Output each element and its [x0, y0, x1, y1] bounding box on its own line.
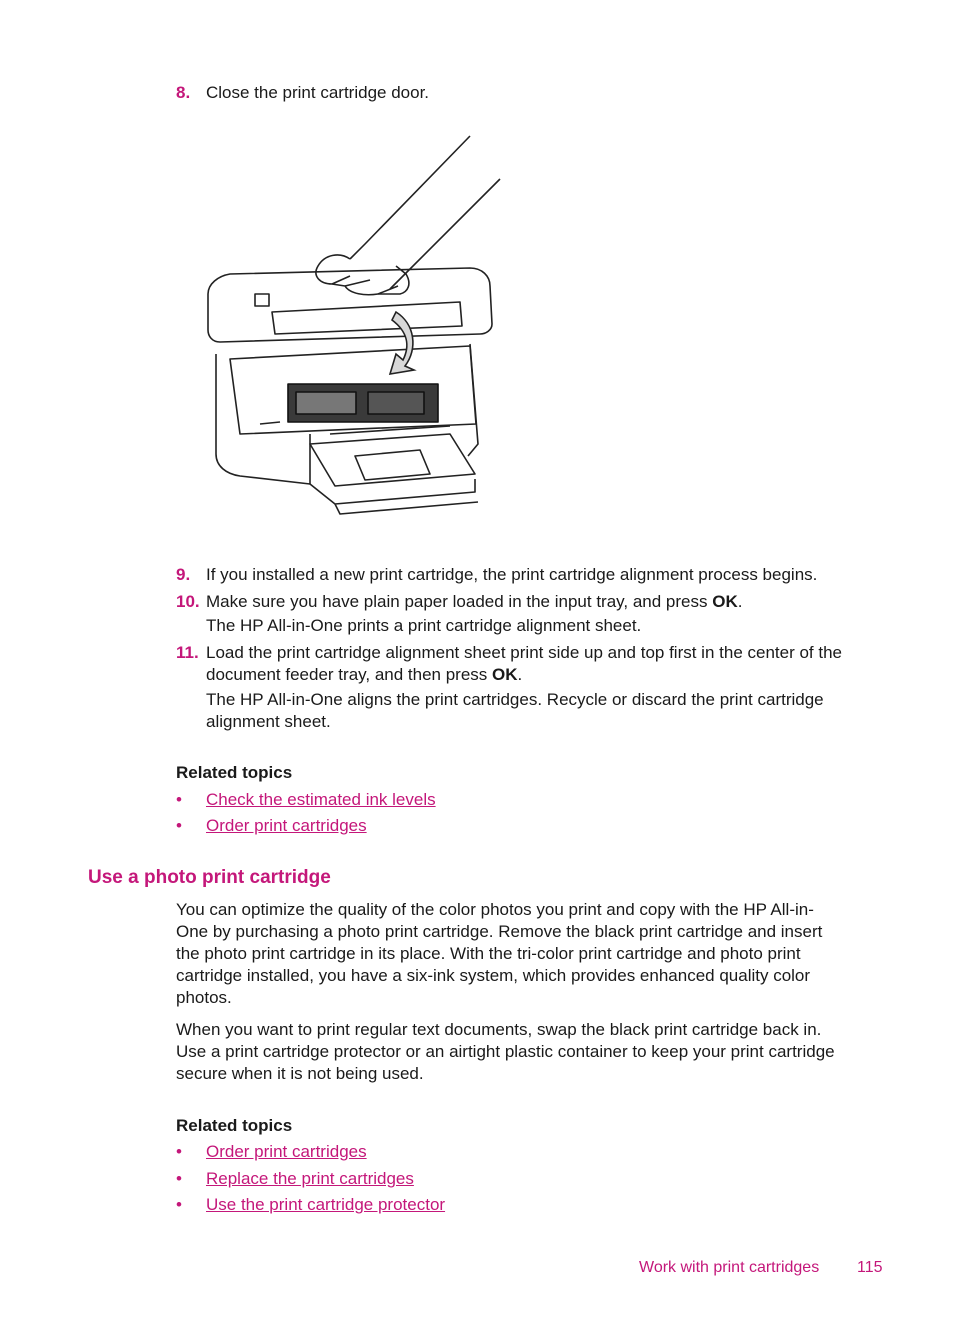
step-text-part: . — [737, 592, 743, 611]
link-order-cartridges[interactable]: Order print cartridges — [206, 1142, 367, 1161]
step-text-part: . — [517, 665, 523, 684]
ok-key: OK — [712, 592, 738, 611]
step-text: Close the print cartridge door. — [206, 83, 430, 102]
arm-outline — [350, 136, 500, 289]
step-subtext: alignment sheet. — [206, 712, 331, 731]
bullet: • — [176, 1169, 182, 1188]
related-topics-title: Related topics — [176, 1116, 293, 1135]
step-text — [206, 591, 896, 613]
section-heading: Use a photo print cartridge — [88, 867, 331, 888]
step-number: 10. — [176, 592, 200, 611]
step-text-part: document feeder tray, and then press — [206, 665, 493, 684]
paragraph-1 — [176, 899, 888, 1009]
step-text: If you installed a new print cartridge, the print cartridge alignment process begins. — [206, 565, 818, 584]
step-subtext: The HP All-in-One aligns the print cartridges. Recycle or discard the print cartridge — [206, 690, 824, 709]
paragraph-line: Use a print cartridge protector or an airtight plastic container to keep your print cartridge — [176, 1042, 835, 1061]
step-number: 11. — [176, 643, 199, 662]
step-number: 9. — [176, 565, 191, 584]
paragraph-line: photos. — [176, 988, 232, 1007]
related-topics-title: Related topics — [176, 763, 293, 782]
paragraph-line: You can optimize the quality of the color photos you print and copy with the HP All-in- — [176, 900, 814, 919]
paragraph-line: secure when it is not being used. — [176, 1064, 424, 1083]
link-order-cartridges[interactable]: Order print cartridges — [206, 816, 367, 835]
ok-key: OK — [492, 665, 518, 684]
printer-illustration — [200, 134, 510, 529]
link-check-ink-levels[interactable]: Check the estimated ink levels — [206, 790, 436, 809]
bullet: • — [176, 816, 182, 835]
bullet: • — [176, 790, 182, 809]
bullet: • — [176, 1195, 182, 1214]
step-text: Load the print cartridge alignment sheet print side up and top first in the center of the — [206, 643, 842, 662]
step-text-part: Make sure you have plain paper loaded in the input tray, and press — [206, 592, 713, 611]
step-subtext: The HP All-in-One prints a print cartridge alignment sheet. — [206, 616, 642, 635]
paragraph-line: the photo print cartridge in its place. With the tri-color print cartridge and photo print — [176, 944, 801, 963]
paragraph-line: One by purchasing a photo print cartridge. Remove the black print cartridge and insert — [176, 922, 823, 941]
footer-section-title: Work with print cartridges — [639, 1259, 820, 1276]
bullet: • — [176, 1142, 182, 1161]
close-arrow — [390, 312, 414, 374]
paragraph-line: When you want to print regular text documents, swap the black print cartridge back in. — [176, 1020, 822, 1039]
step-number: 8. — [176, 83, 191, 102]
hand-outline — [316, 255, 409, 295]
paragraph-line: cartridge installed, you have a six-ink system, which provides enhanced quality color — [176, 966, 811, 985]
paragraph-2 — [176, 1019, 888, 1085]
link-replace-cartridges[interactable]: Replace the print cartridges — [206, 1169, 414, 1188]
link-cartridge-protector[interactable]: Use the print cartridge protector — [206, 1195, 446, 1214]
page-number: 115 — [857, 1259, 883, 1276]
step-text — [206, 664, 896, 686]
